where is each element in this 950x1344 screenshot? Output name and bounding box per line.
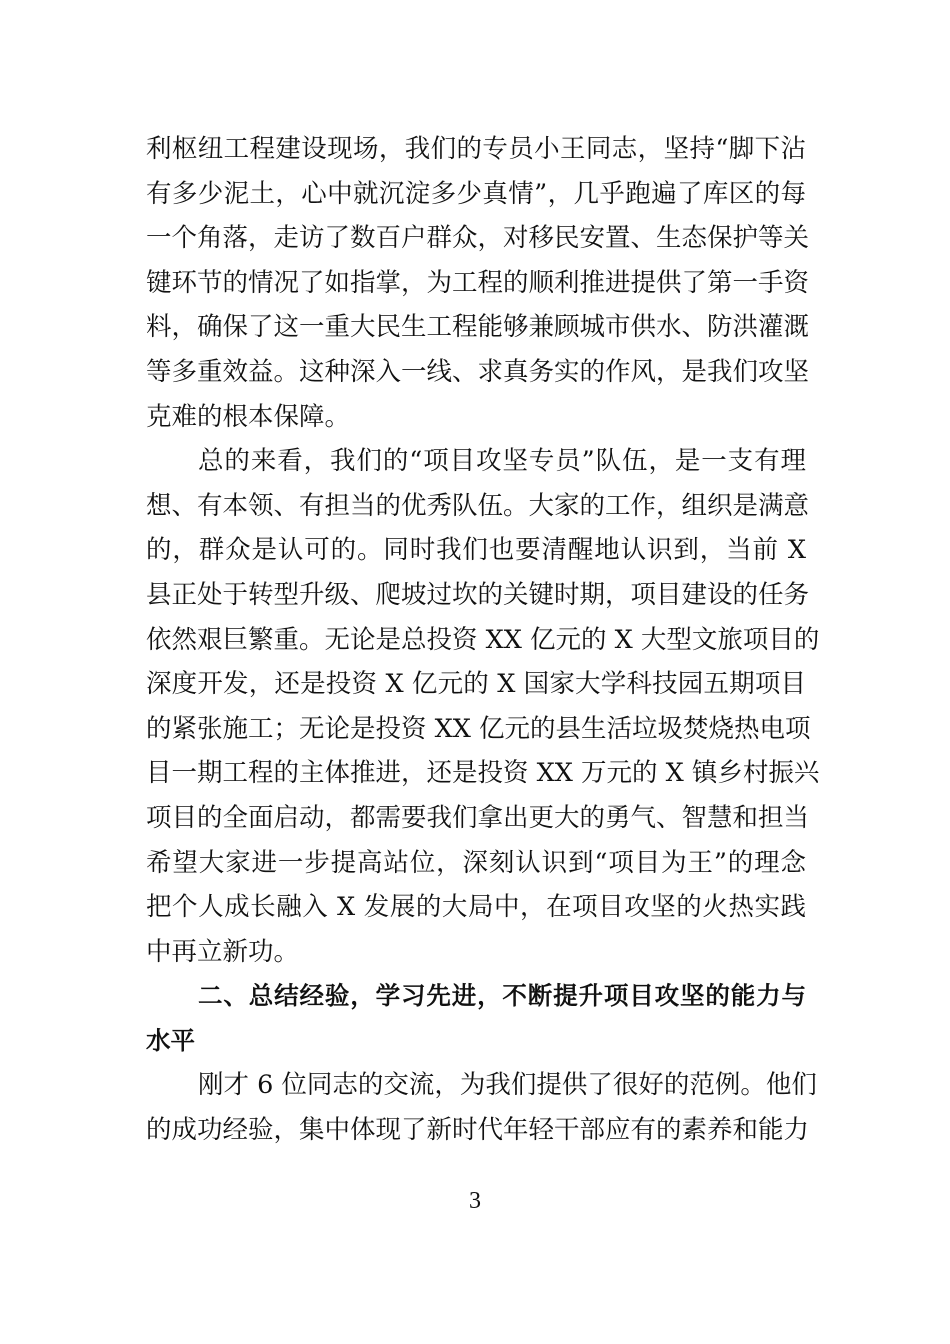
- page-number: 3: [469, 1188, 481, 1214]
- paragraph-line: 克难的根本保障。: [146, 401, 351, 432]
- paragraph-line: 利枢纽工程建设现场，我们的专员小王同志，坚持“脚下沾: [146, 134, 806, 164]
- body-text: [146, 127, 820, 1153]
- section-heading: 二、总结经验，学习先进，不断提升项目攻坚的能力与: [198, 981, 806, 1011]
- section-heading: 水平: [146, 1025, 195, 1055]
- paragraph-line: 项目的全面启动，都需要我们拿出更大的勇气、智慧和担当: [146, 802, 810, 833]
- paragraph-line: 的，群众是认可的。同时我们也要清醒地认识到，当前 X: [146, 535, 806, 566]
- paragraph-line: 的成功经验，集中体现了新时代年轻干部应有的素养和能力: [146, 1115, 810, 1146]
- paragraph-line: 料，确保了这一重大民生工程能够兼顾城市供水、防洪灌溉: [146, 312, 810, 343]
- paragraph-line: 中再立新功。: [146, 936, 300, 967]
- paragraph-line: 的紧张施工；无论是投资 XX 亿元的县生活垃圾焚烧热电项: [146, 713, 811, 744]
- paragraph-line: 把个人成长融入 X 发展的大局中，在项目攻坚的火热实践: [146, 892, 806, 923]
- paragraph-line: 深度开发，还是投资 X 亿元的 X 国家大学科技园五期项目: [146, 669, 806, 700]
- paragraph-line: 等多重效益。这种深入一线、求真务实的作风，是我们攻坚: [146, 356, 810, 387]
- paragraph-line: 县正处于转型升级、爬坡过坎的关键时期，项目建设的任务: [146, 579, 810, 610]
- paragraph-line: 键环节的情况了如指掌，为工程的顺利推进提供了第一手资: [146, 267, 810, 298]
- paragraph-line: 想、有本领、有担当的优秀队伍。大家的工作，组织是满意: [146, 490, 810, 521]
- paragraph-line: 一个角落，走访了数百户群众，对移民安置、生态保护等关: [146, 223, 810, 254]
- paragraph-line: 目一期工程的主体推进，还是投资 XX 万元的 X 镇乡村振兴: [146, 758, 820, 789]
- paragraph-line: 依然艰巨繁重。无论是总投资 XX 亿元的 X 大型文旅项目的: [146, 624, 820, 655]
- paragraph-line: 刚才 6 位同志的交流，为我们提供了很好的范例。他们: [198, 1070, 817, 1101]
- paragraph-line: 总的来看，我们的“项目攻坚专员”队伍，是一支有理: [198, 446, 806, 477]
- paragraph-line: 有多少泥土，心中就沉淀多少真情”，几乎跑遍了库区的每: [146, 178, 806, 209]
- paragraph-line: 希望大家进一步提高站位，深刻认识到“项目为王”的理念: [146, 847, 806, 878]
